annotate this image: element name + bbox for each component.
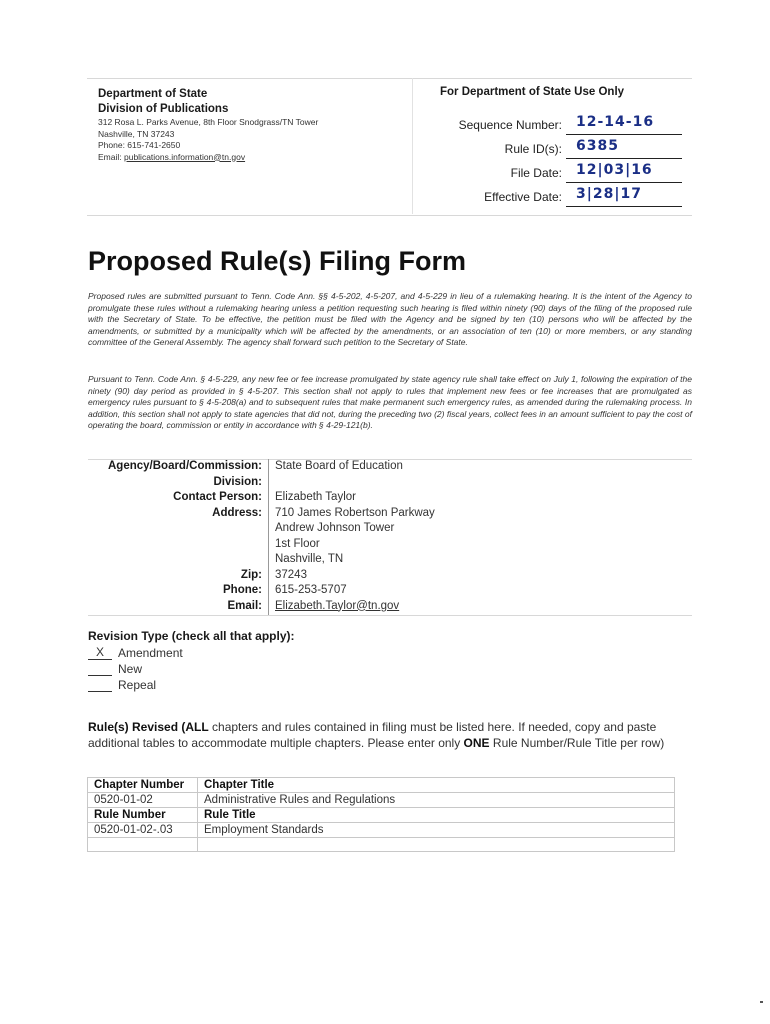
revision-repeal-label: Repeal [118,678,157,692]
contact-row [88,491,692,507]
chapter-title: Administrative Rules and Regulations [198,793,675,808]
sequence-number-line [566,134,682,135]
chapter-title-header: Chapter Title [198,778,675,793]
address-line-4: Nashville, TN [275,553,344,565]
revision-amendment[interactable] [88,645,183,660]
revision-new-mark [88,661,112,676]
sequence-number-value: 12-14-16 [576,114,655,130]
address-row-4 [88,553,692,569]
rules-revised-intro [88,719,692,751]
contact-value: Elizabeth Taylor [275,491,356,503]
rules-intro-mid: chapters and rules contained in filing must be listed here. If needed, copy and paste additional tables to accommodate multiple chapters. Please enter only [88,720,657,750]
email-row [88,600,692,616]
revision-type-title: Revision Type (check all that apply): [88,629,295,643]
revision-amendment-mark: X [88,645,112,660]
rule-id-line [566,158,682,159]
rules-intro-end: Rule Number/Rule Title per row) [489,736,665,750]
division-row [88,476,692,492]
file-date-row [420,162,690,186]
zip-label: Zip: [88,569,269,585]
department-email-label: Email: [98,151,124,162]
rules-intro-one: ONE [463,736,490,750]
sequence-number-label: Sequence Number: [458,118,562,132]
rule-title: Employment Standards [198,823,675,838]
agency-value: State Board of Education [269,460,693,476]
effective-date-label: Effective Date: [484,190,562,204]
chapter-number-header: Chapter Number [88,778,198,793]
zip-row [88,569,692,585]
zip-value: 37243 [275,568,307,581]
email-label: Email: [88,600,269,616]
department-name: Department of State [98,88,208,100]
rule-id-label: Rule ID(s): [504,142,562,156]
rule-id-row [420,138,690,162]
address-label-spacer [88,553,269,569]
rule-number-header: Rule Number [88,808,198,823]
effective-date-value: 3|28|17 [576,186,642,202]
department-email-line [98,152,408,164]
address-row-3 [88,538,692,554]
phone-value: 615-253-5707 [275,584,347,596]
rule-title-header: Rule Title [198,808,675,823]
email-cell [269,600,693,616]
revision-new[interactable] [88,661,142,676]
department-block [98,87,408,163]
empty-cell [198,838,675,852]
revision-repeal-mark [88,677,112,692]
contact-label: Contact Person: [88,491,269,507]
revision-new-label: New [118,662,143,676]
rules-intro-bold: Rule(s) Revised ( [88,720,186,734]
rules-table [87,777,675,852]
address-line-1: 710 James Robertson Parkway [275,506,435,519]
agency-label: Agency/Board/Commission: [88,460,269,476]
chapter-number: 0520-01-02 [88,793,198,808]
state-use-title: For Department of State Use Only [440,86,625,98]
email-link[interactable]: Elizabeth.Taylor@tn.gov [275,599,400,612]
form-title: Proposed Rule(s) Filing Form [88,246,467,276]
department-phone: Phone: 615-741-2650 [98,140,181,150]
phone-label: Phone: [88,584,269,600]
department-city: Nashville, TN 37243 [98,128,175,139]
effective-date-line [566,206,682,207]
address-label: Address: [88,507,269,523]
department-address: 312 Rosa L. Parks Avenue, 8th Floor Snodgrass/TN Tower [98,117,319,127]
empty-cell [88,838,198,852]
address-line-3: 1st Floor [275,537,320,550]
rule-row [88,823,675,838]
effective-date-row [420,186,690,210]
address-row-2 [88,522,692,538]
division-name: Division of Publications [98,103,229,115]
agency-info-table [88,459,692,616]
revision-repeal[interactable] [88,677,156,692]
rules-intro-all: ALL [185,720,209,734]
fee-notice-paragraph: Pursuant to Tenn. Code Ann. § 4-5-229, any new fee or fee increase promulgated by state agency rule shall take effect on July 1, following the expiration of the ninety (90) day period as provided in § 4-5-207. This section shall not apply to rules that implement new fees or fee increases that are promulgated as emergency rules pursuant to § 4-5-208(a) and to subsequent rules that make permanent such emergency rules, as amended during the rulemaking process. In addition, this section shall not apply to state agencies that did not, during the preceding two (2) fiscal years, collect fees in an amount sufficient to pay the cost of operating the board, commission or entity in accordance with § 4-29-121(b). [88,374,692,431]
hearing-notice-paragraph: Proposed rules are submitted pursuant to Tenn. Code Ann. §§ 4-5-202, 4-5-207, and 4-5-229 in lieu of a rulemaking hearing. It is the intent of the Agency to promulgate these rules without a rulemaking hearing unless a petition requesting such hearing is filed within ninety (90) days of the filing of the proposed rule with the Secretary of State. To be effective, the petition must be filed with the Agency and be signed by ten (10) persons who will be affected by the amendments, or submitted by a municipality which will be affected by the amendments, or an association of ten (10) or more members, or any standing committee of the General Assembly. The agency shall forward such petition to the Secretary of State. [88,291,692,348]
agency-row [88,460,692,476]
division-label: Division: [88,476,269,492]
file-date-line [566,182,682,183]
phone-row [88,584,692,600]
file-date-value: 12|03|16 [576,162,653,178]
address-label-spacer [88,522,269,538]
rule-number: 0520-01-02-.03 [88,823,198,838]
rule-header-row [88,808,675,823]
rule-empty-row [88,838,675,852]
revision-amendment-label: Amendment [118,646,183,660]
address-label-spacer [88,538,269,554]
scan-mark [760,1001,763,1003]
rule-id-value: 6385 [576,138,619,154]
division-value [269,476,693,492]
chapter-row [88,793,675,808]
address-row [88,507,692,523]
department-email-link[interactable]: publications.information@tn.gov [123,151,246,162]
chapter-header-row [88,778,675,793]
header-divider [412,78,413,214]
file-date-label: File Date: [510,166,562,180]
sequence-number-row [420,114,690,138]
address-line-2: Andrew Johnson Tower [275,522,395,534]
